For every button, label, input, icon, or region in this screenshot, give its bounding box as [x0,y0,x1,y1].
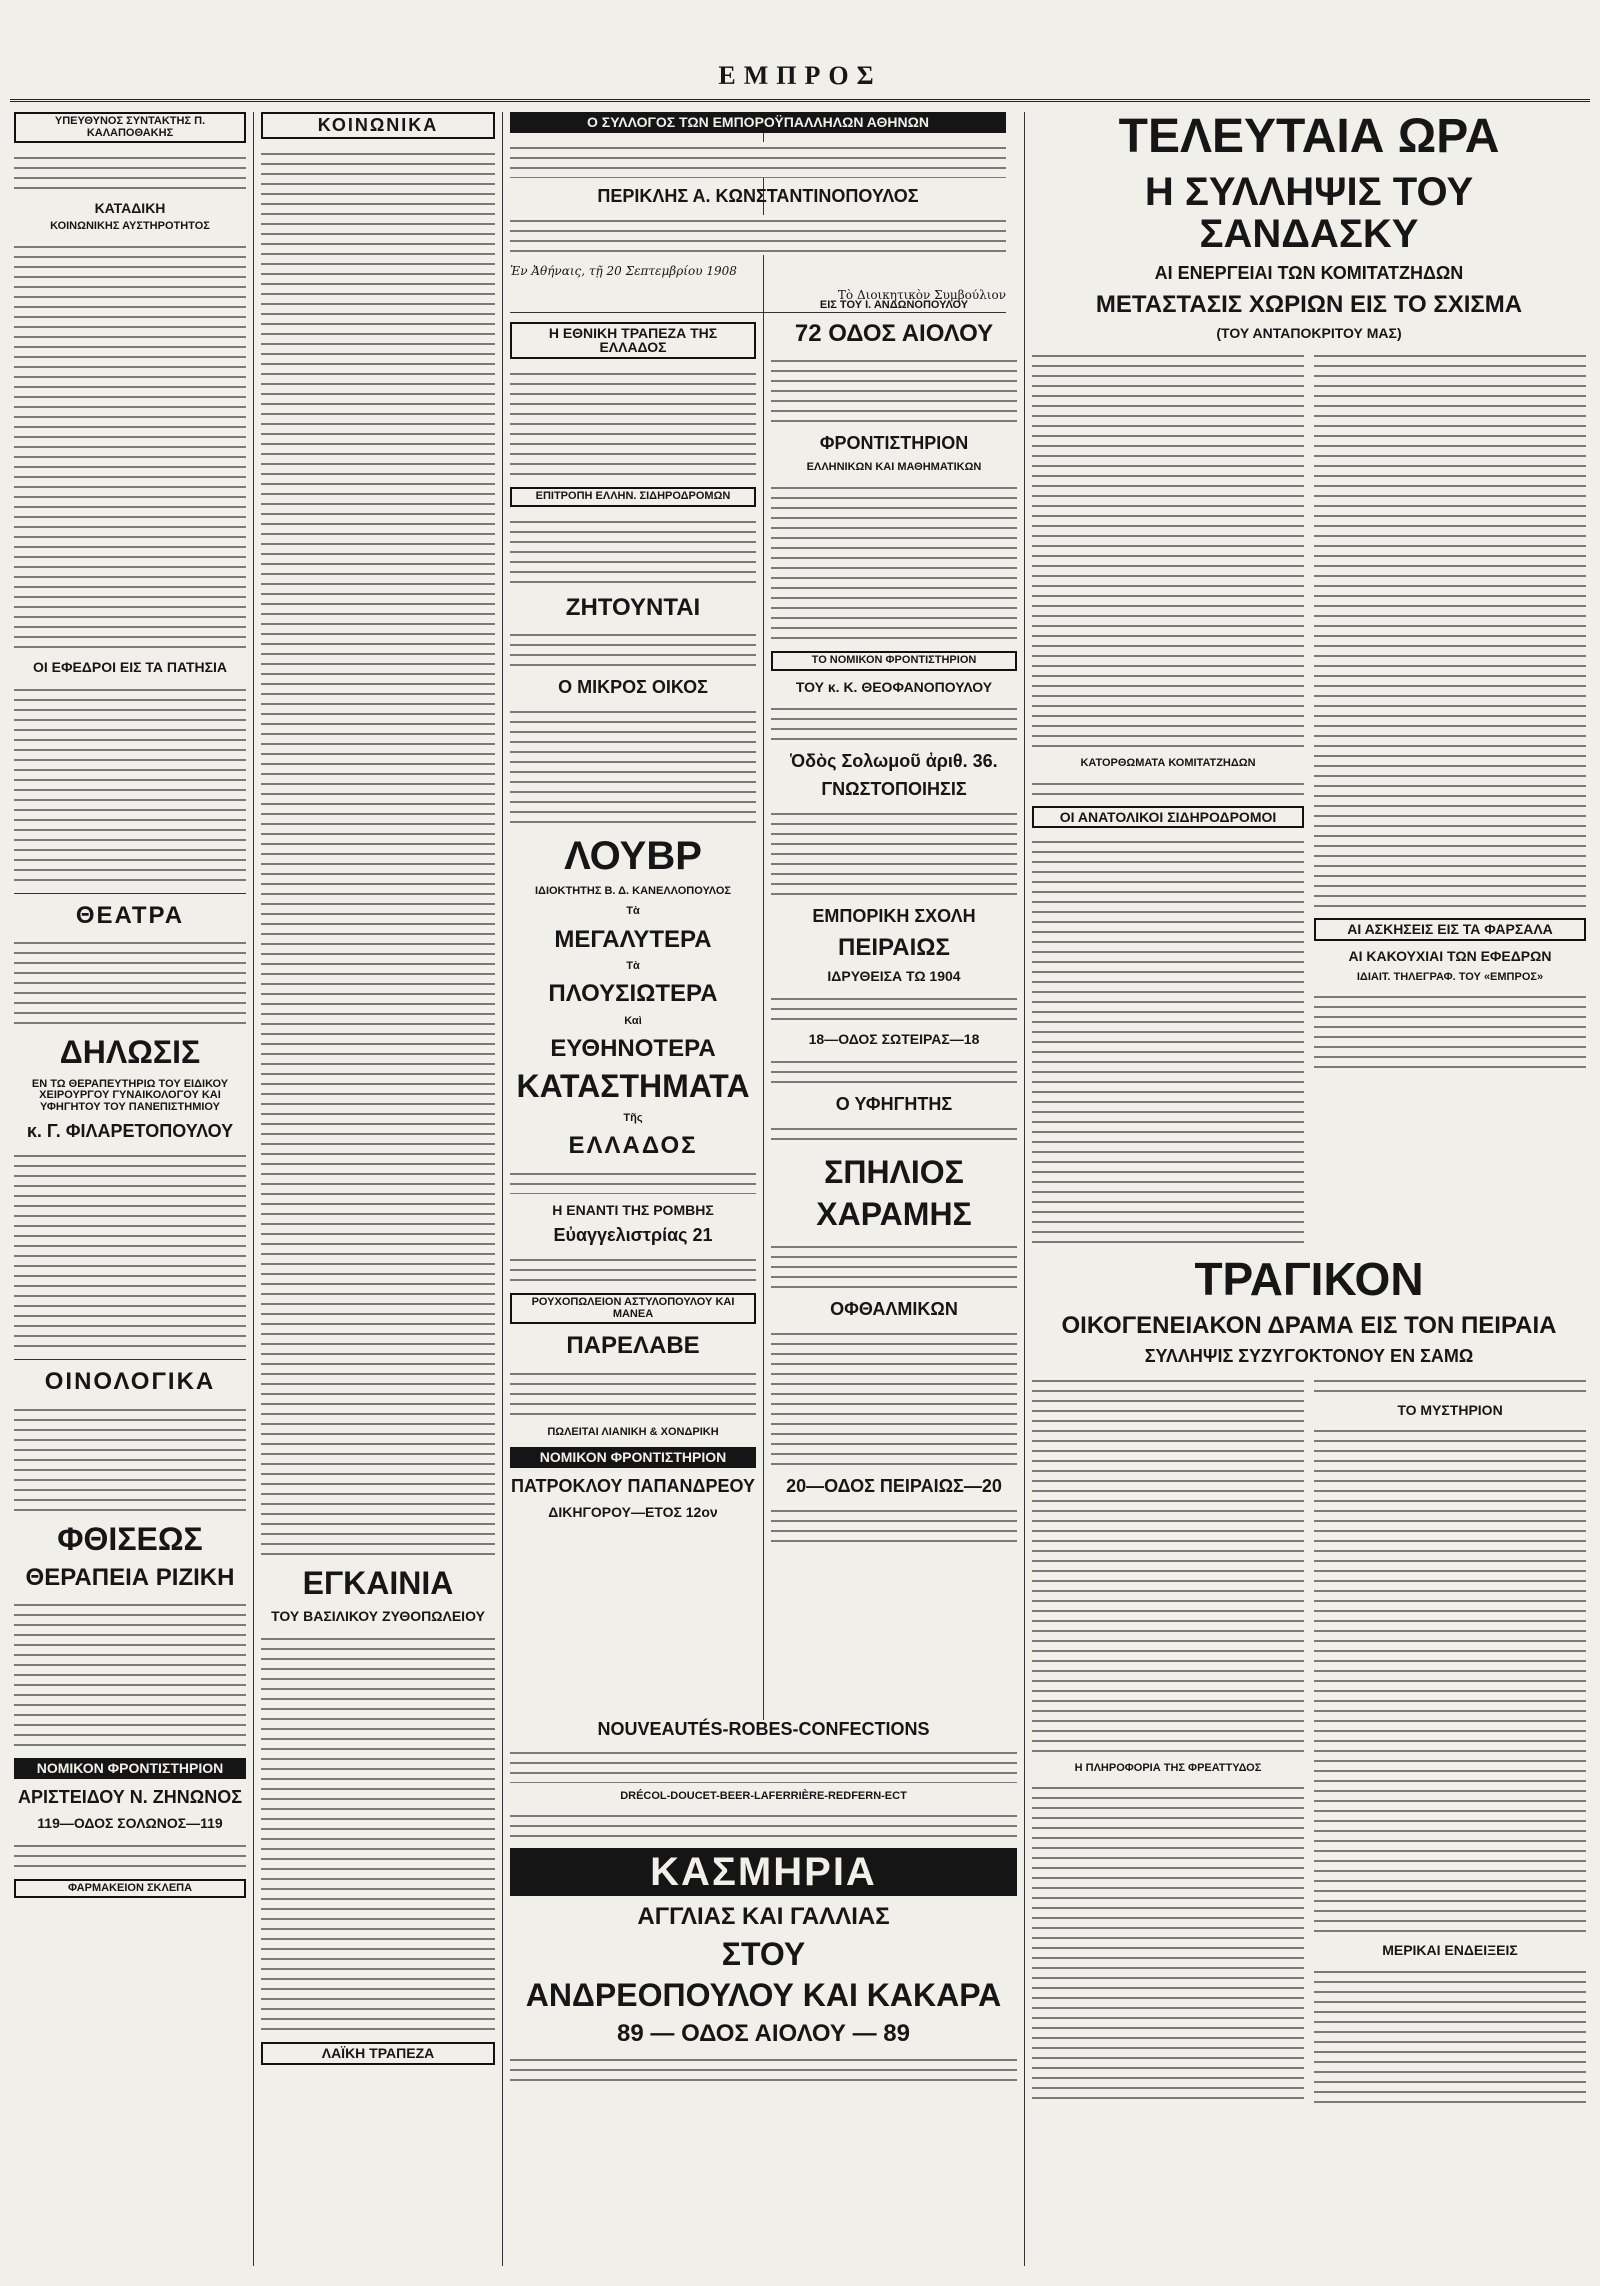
ad-spanning-block [506,1720,1021,2266]
article-text [771,703,1017,743]
article-text [771,808,1017,898]
headline-mikros-oikos: Ο ΜΙΚΡΟΣ ΟΙΚΟΣ [558,676,708,697]
headline-enanti: Η ΕΝΑΝΤΙ ΤΗΣ ΡΟΜΒΗΣ [552,1201,714,1218]
name-aristeidou: ΑΡΙΣΤΕΙΔΟΥ Ν. ΖΗΝΩΝΟΣ [18,1786,242,1807]
headline-fthiseos: ΦΘΙΣΕΩΣ [57,1520,203,1557]
headline-anatolikoi: ΟΙ ΑΝΑΤΟΛΙΚΟΙ ΣΙΔΗΡΟΔΡΟΜΟΙ [1032,806,1304,829]
article-text [261,1633,495,2033]
story-two-columns [1032,350,1586,1246]
section-oinologika: ΟΙΝΟΛΟΓΙΚΑ [44,1368,216,1396]
article-text [14,1404,246,1514]
article-text [1314,1966,1586,2106]
headline-parelave: ΠΑΡΕΛΑΒΕ [566,1332,700,1360]
article-text [510,1168,756,1194]
article-text [510,1810,1017,1840]
address-peiraios: 20—ΟΔΟΣ ΠΕΙΡΑΙΩΣ—20 [786,1475,1002,1496]
article-text [14,684,246,884]
headline-evangelistrias: Εὐαγγελιστρίας 21 [553,1225,713,1246]
divider [14,1359,246,1360]
headline-anglias: ΑΓΓΛΙΑΣ ΚΑΙ ΓΑΛΛΙΑΣ [637,1903,890,1931]
headline-ofthalmikon: ΟΦΘΑΛΜΙΚΩΝ [830,1298,958,1319]
headline-diloseis: ΔΗΛΩΣΙΣ [59,1034,201,1071]
headline-idiait: ΙΔΙΑΙΤ. ΤΗΛΕΓΡΑΦ. ΤΟΥ «ΕΜΠΡΟΣ» [1356,970,1544,983]
article-text [510,1254,756,1284]
headline-ethniki-trapeza: Η ΕΘΝΙΚΗ ΤΡΑΠΕΖΑ ΤΗΣ ΕΛΛΑΔΟΣ [510,322,756,359]
name-filaretopoulou: κ. Γ. ΦΙΛΑΡΕΤΟΠΟΥΛΟΥ [26,1121,234,1142]
headline-kasmiria: ΚΑΣΜΗΡΙΑ [510,1848,1017,1896]
headline-antapokritou: (ΤΟΥ ΑΝΤΑΠΟΚΡΙΤΟΥ ΜΑΣ) [1216,325,1402,342]
headline-peiraios: ΠΕΙΡΑΙΩΣ [838,934,950,962]
name-perikles: ΠΕΡΙΚΛΗΣ Α. ΚΩΝΣΤΑΝΤΙΝΟΠΟΥΛΟΣ [597,185,919,206]
name-theofanopoulou: ΤΟΥ κ. Κ. ΘΕΟΦΑΝΟΠΟΥΛΟΥ [795,678,993,695]
headline-stoy: ΣΤΟΥ [721,1935,806,1972]
word-tis: Τῆς [623,1111,643,1124]
headline-syllipsis-syzygoktonou: ΣΥΛΛΗΨΙΣ ΣΥΖΥΓΟΚΤΟΝΟΥ ΕΝ ΣΑΜΩ [1144,1345,1474,1366]
section-theatra: ΘΕΑΤΡΑ [75,902,185,930]
address-aiolou-89: 89 — ΟΔΟΣ ΑΙΟΛΟΥ — 89 [617,2019,910,2047]
article-text [14,1599,246,1749]
headline-rouxopoleion: ΡΟΥΧΟΠΩΛΕΙΟΝ ΑΣΤΥΛΟΠΟΥΛΟΥ ΚΑΙ ΜΑΝΕΑ [510,1293,756,1324]
divider [14,893,246,894]
headline: ΚΑΤΑΔΙΚΗ [94,200,166,217]
article-text [771,1505,1017,1545]
subheadline-frontistirion: ΕΛΛΗΝΙΚΩΝ ΚΑΙ ΜΑΘΗΜΑΤΙΚΩΝ [806,460,982,473]
article-text [771,1123,1017,1147]
subheadline: ΚΟΙΝΩΝΙΚΗΣ ΑΥΣΤΗΡΟΤΗΤΟΣ [50,219,210,232]
article-text [14,152,246,192]
headline-laiki-trapeza: ΛΑΪΚΗ ΤΡΑΠΕΖΑ [261,2042,495,2065]
headline-energeiai: ΑΙ ΕΝΕΡΓΕΙΑΙ ΤΩΝ ΚΟΜΙΤΑΤΖΗΔΩΝ [1154,263,1464,284]
headline-andreopoulou: ΑΝΔΡΕΟΠΟΥΛΟΥ ΚΑΙ ΚΑΚΑΡΑ [525,1977,1002,2014]
article-text [771,1241,1017,1291]
headline-yfigitis: Ο ΥΦΗΓΗΤΗΣ [835,1093,953,1114]
newspaper-name: ΕΜΠΡΟΣ [718,61,882,90]
column-rule [502,112,503,2266]
word-ta: Τὰ [626,905,640,918]
article-text [510,215,1006,255]
article-text [14,937,246,1027]
masthead [10,56,1590,102]
headline-farmakeion: ΦΑΡΜΑΚΕΙΟΝ ΣΚΛΕΠΑ [14,1879,246,1899]
headline-drecol: DRÉCOL-DOUCET-BEER-LAFERRIÈRE-REDFERN-ECT [620,1789,907,1802]
headline-merikai: ΜΕΡΙΚΑΙ ΕΝΔΕΙΞΕΙΣ [1382,1942,1518,1959]
article-text [771,355,1017,425]
headline-syllogos: Ο ΣΥΛΛΟΓΟΣ ΤΩΝ ΕΜΠΟΡΟΫΠΑΛΛΗΛΩΝ ΑΘΗΝΩΝ [510,112,1006,133]
article-text [510,706,756,826]
article-text [1032,836,1304,1246]
headline-egkainia: ΕΓΚΑΙΝΙΑ [302,1564,454,1601]
article-text [1032,778,1304,798]
article-text [1314,1425,1586,1935]
section-koinonika: ΚΟΙΝΩΝΙΚΑ [261,112,495,139]
headline-poleitai: ΠΩΛΕΙΤΑΙ ΛΙΑΝΙΚΗ & ΧΟΝΔΡΙΚΗ [547,1425,719,1438]
article-text [1032,1375,1304,1755]
subheadline-patroklou: ΔΙΚΗΓΟΡΟΥ—ΕΤΟΣ 12ον [548,1503,718,1520]
headline-efedroi: ΟΙ ΕΦΕΔΡΟΙ ΕΙΣ ΤΑ ΠΑΤΗΣΙΑ [32,659,228,676]
column-rule [253,112,254,2266]
article-text [771,1328,1017,1468]
subheadline-idrytheisa: ΙΔΡΥΘΕΙΣΑ ΤΩ 1904 [827,968,961,985]
headline-plousiotera: ΠΛΟΥΣΙΩΤΕΡΑ [548,980,718,1008]
column-5 [1028,112,1590,2266]
address-aiolou: 72 ΟΔΟΣ ΑΙΟΛΟΥ [794,319,994,347]
headline-megalytera: ΜΕΓΑΛΥΤΕΡΑ [554,925,712,953]
article-text [510,629,756,669]
headline-tragikon: ΤΡΑΓΙΚΟΝ [1194,1253,1424,1306]
headline-emporiki: ΕΜΠΟΡΙΚΗ ΣΧΟΛΗ [812,906,976,927]
article-text [14,241,246,651]
article-text [510,2054,1017,2084]
article-text [14,1150,246,1350]
headline-askiseis: ΑΙ ΑΣΚΗΣΕΙΣ ΕΙΣ ΤΑ ΦΑΡΣΑΛΑ [1314,918,1586,941]
article-text [261,148,495,1558]
headline-nomikon: ΝΟΜΙΚΟΝ ΦΡΟΝΤΙΣΤΗΡΙΟΝ [14,1758,246,1779]
headline-syllipsis: Η ΣΥΛΛΗΨΙΣ ΤΟΥ ΣΑΝΔΑΣΚΥ [1144,170,1474,257]
address-soteiras: 18—ΟΔΟΣ ΣΩΤΕΙΡΑΣ—18 [808,1030,980,1047]
headline-spilios: ΣΠΗΛΙΟΣ [824,1153,964,1190]
subheadline-egkainia: ΤΟΥ ΒΑΣΙΛΙΚΟΥ ΖΥΘΟΠΩΛΕΙΟΥ [271,1608,485,1625]
article-katadiki [14,201,246,232]
headline-oikogeneiakon: ΟΙΚΟΓΕΝΕΙΑΚΟΝ ΔΡΑΜΑ ΕΙΣ ΤΟΝ ΠΕΙΡΑΙΑ [1061,1311,1557,1339]
article-text [510,1747,1017,1783]
word-kai: Καὶ [624,1014,642,1027]
headline-teleftaia: ΤΕΛΕΥΤΑΙΑ ΩΡΑ [1118,110,1500,163]
article-text [510,516,756,586]
article-text [510,142,1006,178]
headline-kakoyxiai: ΑΙ ΚΑΚΟΥΧΙΑΙ ΤΩΝ ΕΦΕΔΡΩΝ [1348,947,1552,964]
article-text [510,368,756,478]
article-text [1032,1782,1304,2102]
headline-louvr: ΛΟΥΒΡ [564,833,702,878]
headline-pligroforia: Η ΠΛΗΡΟΦΟΡΙΑ ΤΗΣ ΦΡΕΑΤΤΥΔΟΣ [1074,1761,1262,1774]
editor-line: ΥΠΕΥΘΥΝΟΣ ΣΥΝΤΑΚΤΗΣ Π. ΚΑΛΑΠΟΘΑΚΗΣ [14,112,246,143]
article-text [771,482,1017,642]
subheadline-louvr: ΙΔΙΟΚΤΗΤΗΣ Β. Δ. ΚΑΝΕΛΛΟΠΟΥΛΟΣ [534,884,731,897]
signature-syllogos: Τὸ Διοικητικὸν Συμβούλιον [837,287,1006,302]
column-1 [10,112,250,2266]
address-solomou: Ὁδὸς Σολωμοῦ ἀριθ. 36. [790,751,998,772]
headline-nouveautes: NOUVEAUTÉS-ROBES-CONFECTIONS [597,1719,930,1739]
headline-nomikon-2: ΝΟΜΙΚΟΝ ΦΡΟΝΤΙΣΤΗΡΙΟΝ [510,1447,756,1468]
headline-katorthomata: ΚΑΤΟΡΘΩΜΑΤΑ ΚΟΜΙΤΑΤΖΗΔΩΝ [1080,757,1256,770]
article-text [771,993,1017,1023]
article-text [510,1368,756,1418]
headline-eythinotera: ΕΥΘΗΝΟΤΕΡΑ [550,1035,716,1063]
column-rule [1024,112,1025,2266]
article-text [1314,991,1586,1071]
headline-zitountai: ΖΗΤΟΥΝΤΑΙ [565,593,701,621]
name-patroklou: ΠΑΤΡΟΚΛΟΥ ΠΑΠΑΝΔΡΕΟΥ [511,1475,755,1496]
headline-nomikon-3: ΤΟ ΝΟΜΙΚΟΝ ΦΡΟΝΤΙΣΤΗΡΙΟΝ [771,651,1017,671]
article-text [1032,350,1304,750]
article-text [1314,1375,1586,1395]
article-text [14,1840,246,1870]
headline-andonopoulou: ΕΙΣ ΤΟΥ Ι. ΑΝΔΩΝΟΠΟΥΛΟΥ [819,299,969,311]
column-2 [257,112,499,2266]
headline-metastasis: ΜΕΤΑΣΤΑΣΙΣ ΧΩΡΙΩΝ ΕΙΣ ΤΟ ΣΧΙΣΜΑ [1095,291,1523,319]
word-ta: Τὰ [626,959,640,972]
headline-charamis: ΧΑΡΑΜΗΣ [816,1196,972,1233]
headline-mystirion: ΤΟ ΜΥΣΤΗΡΙΟΝ [1397,1401,1503,1418]
date-syllogos: Ἐν Ἀθήναις, τῇ 20 Σεπτεμβρίου 1908 [510,263,737,278]
article-text [771,1056,1017,1086]
address-solonos: 119—ΟΔΟΣ ΣΟΛΩΝΟΣ—119 [37,1814,223,1831]
headline-ellinikos-sidirodromos: ΕΠΙΤΡΟΠΗ ΕΛΛΗΝ. ΣΙΔΗΡΟΔΡΟΜΩΝ [510,487,756,507]
subheadline: ΕΝ ΤΩ ΘΕΡΑΠΕΥΤΗΡΙΩ ΤΟΥ ΕΙΔΙΚΟΥ ΧΕΙΡΟΥΡΓΟΥ ΓΥΝΑΙΚΟΛΟΓΟΥ ΚΑΙ ΥΦΗΓΗΤΟΥ ΤΟΥ ΠΑΝΕΠΙΣΤΗΜΙΟΥ [31,1077,229,1113]
headline-therapeia: ΘΕΡΑΠΕΙΑ ΡΙΖΙΚΗ [25,1564,235,1592]
headline-frontistirion: ΦΡΟΝΤΙΣΤΗΡΙΟΝ [819,432,969,453]
headline-katastimata: ΚΑΤΑΣΤΗΜΑΤΑ [516,1068,750,1105]
headline-ellados: ΕΛΛΑΔΟΣ [568,1132,698,1160]
headline-gnostopoiisis: ΓΝΩΣΤΟΠΟΙΗΣΙΣ [821,779,967,800]
article-text [1314,350,1586,910]
story-two-columns [1032,1375,1586,2106]
